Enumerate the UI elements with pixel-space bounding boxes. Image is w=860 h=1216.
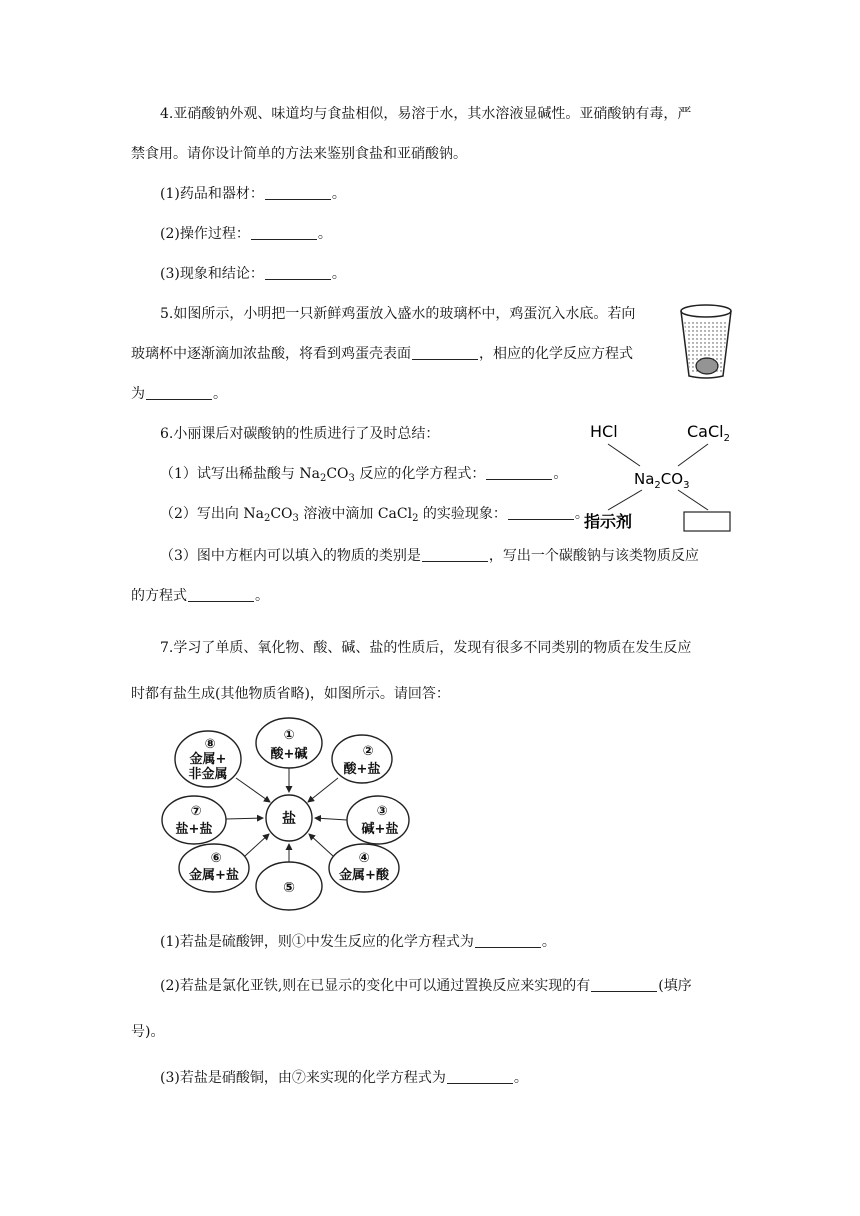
answer-blank[interactable] — [265, 265, 331, 280]
cacl2-label: CaCl$_2$ — [687, 422, 730, 444]
answer-blank[interactable] — [412, 345, 478, 360]
na2co3-label: $Na_2CO_3$ — [634, 470, 690, 491]
node-3-number: ③ — [376, 804, 388, 819]
node-7-label: 盐+盐 — [175, 822, 213, 837]
egg — [696, 358, 718, 374]
arrow-3 — [315, 818, 347, 820]
indicator-label: 指示剂 — [584, 512, 633, 531]
node-1-number: ① — [283, 728, 295, 743]
q7-line1: 7.学习了单质、氧化物、酸、碱、盐的性质后，发现有很多不同类别的物质在发生反应 — [160, 640, 692, 656]
q7-item1: (1)若盐是硫酸钾，则①中发生反应的化学方程式为 。 — [160, 934, 556, 950]
q6-item2: （2）写出向 $Na_2CO_3$ 溶液中滴加 CaCl$_2$ 的实验现象： 。 — [160, 506, 589, 524]
answer-blank[interactable] — [265, 185, 331, 200]
node-2-label: 酸+盐 — [343, 762, 381, 777]
sodium-carbonate-diagram — [580, 418, 740, 536]
q4-item2: (2)操作过程： 。 — [160, 226, 332, 242]
node-5-number: ⑤ — [283, 880, 295, 896]
blank-box[interactable] — [684, 512, 730, 531]
connector-box — [678, 490, 708, 510]
node-8-label-b: 非金属 — [188, 767, 228, 782]
q7-item3: (3)若盐是硝酸铜，由⑦来实现的化学方程式为 。 — [160, 1070, 528, 1086]
answer-blank[interactable] — [188, 587, 254, 602]
hcl-label: HCl — [590, 422, 618, 441]
beaker-egg-figure — [676, 302, 736, 380]
answer-blank[interactable] — [146, 385, 212, 400]
connector-cacl2 — [678, 444, 708, 466]
arrow-4 — [309, 834, 333, 856]
arrow-8 — [236, 778, 270, 802]
node-6-label: 金属+盐 — [189, 868, 239, 883]
q4-line1: 4.亚硝酸钠外观、味道均与食盐相似，易溶于水，其水溶液显碱性。亚硝酸钠有毒，严 — [160, 106, 692, 122]
arrow-7 — [226, 818, 263, 819]
answer-blank[interactable] — [475, 933, 541, 948]
q5-line2: 玻璃杯中逐渐滴加浓盐酸，将看到鸡蛋壳表面 ，相应的化学反应方程式 — [131, 346, 633, 362]
q5-line1: 5.如图所示，小明把一只新鲜鸡蛋放入盛水的玻璃杯中，鸡蛋沉入水底。若向 — [160, 306, 636, 322]
center-salt-label: 盐 — [282, 811, 296, 827]
q4-item1: (1)药品和器材： 。 — [160, 186, 346, 202]
node-2-number: ② — [362, 744, 374, 759]
q6-title: 6.小丽课后对碳酸钠的性质进行了及时总结： — [160, 426, 440, 442]
node-8-number: ⑧ — [204, 737, 216, 752]
q6-item3: （3）图中方框内可以填入的物质的类别是 ，写出一个碳酸钠与该类物质反应 — [160, 548, 699, 564]
q7-item2-cont: 号)。 — [131, 1024, 165, 1040]
node-8-label-a: 金属+ — [189, 752, 227, 767]
connector-indicator — [608, 490, 642, 510]
node-7-number: ⑦ — [190, 804, 202, 819]
node-6-number: ⑥ — [210, 851, 222, 866]
q6-item1: （1）试写出稀盐酸与 $Na_2CO_3$ 反应的化学方程式： 。 — [160, 466, 568, 484]
connector-hcl — [608, 444, 640, 466]
q4-item3: (3)现象和结论： 。 — [160, 266, 346, 282]
arrow-6 — [245, 834, 269, 856]
node-1-label: 酸+碱 — [270, 747, 308, 762]
q4-item3-label: (3)现象和结论： — [160, 266, 264, 282]
q5-line3: 为 。 — [131, 386, 227, 402]
q7-item2: (2)若盐是氯化亚铁,则在已显示的变化中可以通过置换反应来实现的有 (填序 — [160, 978, 692, 994]
answer-blank[interactable] — [591, 977, 657, 992]
arrow-2 — [308, 778, 338, 802]
q6-item3-cont: 的方程式 。 — [131, 588, 269, 604]
node-4-label: 金属+酸 — [339, 868, 389, 883]
node-3-label: 碱+盐 — [361, 822, 399, 837]
q4-item2-label: (2)操作过程： — [160, 226, 250, 242]
q4-line2: 禁食用。请你设计简单的方法来鉴别食盐和亚硝酸钠。 — [131, 146, 467, 162]
answer-blank[interactable] — [447, 1069, 513, 1084]
node-4-number: ④ — [358, 851, 370, 866]
answer-blank[interactable] — [251, 225, 317, 240]
answer-blank[interactable] — [508, 505, 574, 520]
salt-formation-diagram — [158, 716, 420, 912]
answer-blank[interactable] — [486, 465, 552, 480]
q4-item1-label: (1)药品和器材： — [160, 186, 264, 202]
q7-line2: 时都有盐生成(其他物质省略)，如图所示。请回答： — [131, 686, 450, 702]
answer-blank[interactable] — [422, 547, 488, 562]
beaker-rim — [681, 305, 731, 317]
